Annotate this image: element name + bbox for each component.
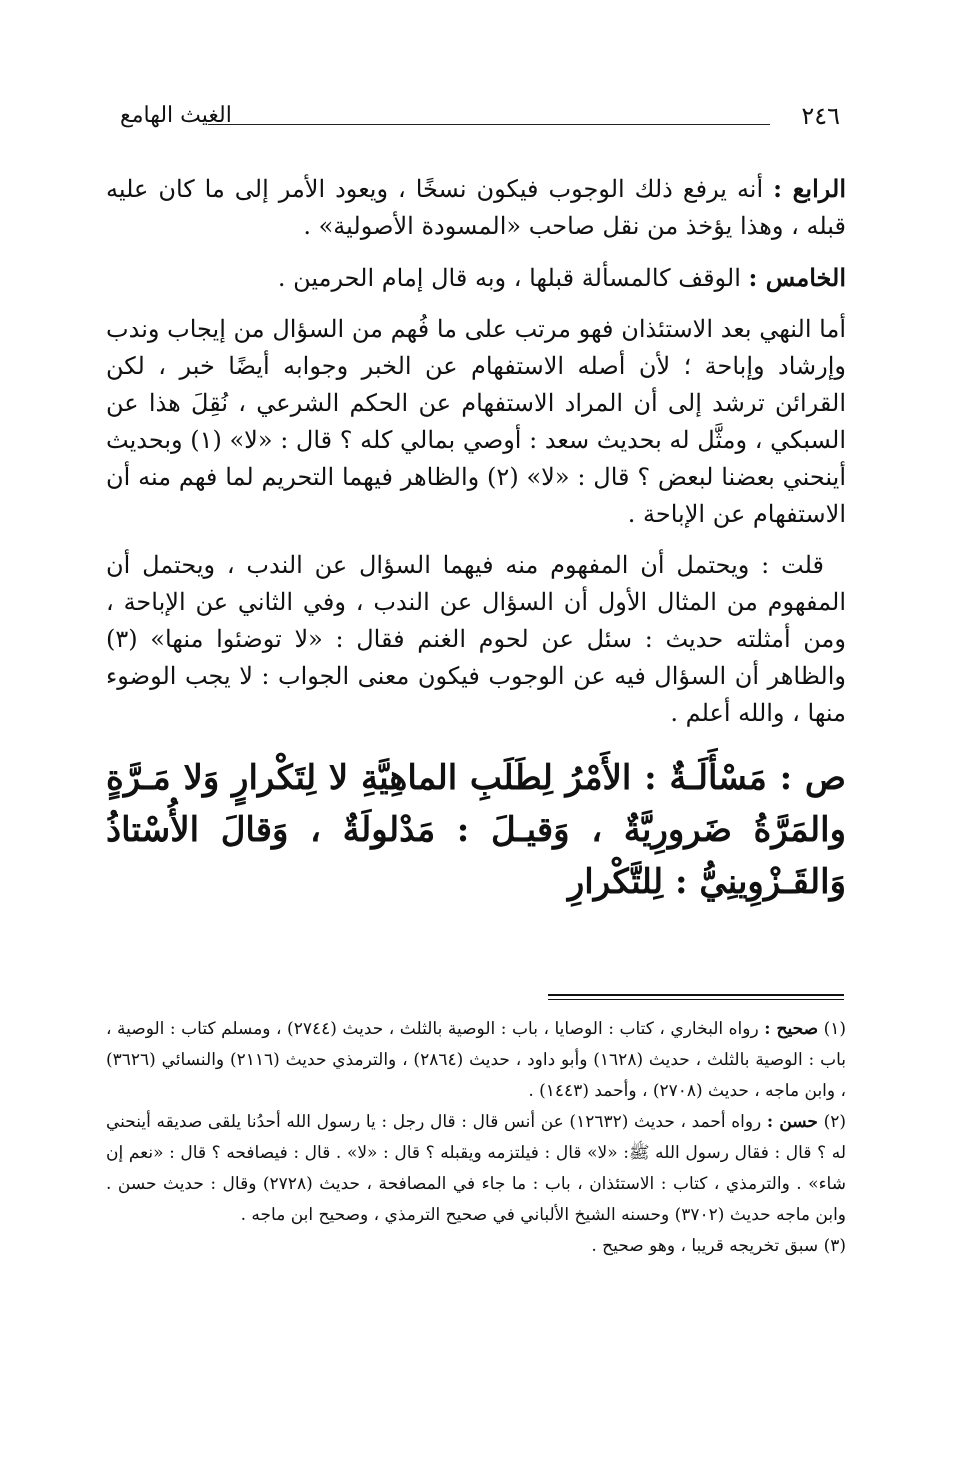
matn-heading: ص : مَسْأَلَـةٌ : الأَمْرُ لِطَلَبِ الماهِيَّةِ لا لِتَكْرارٍ وَلا مَـرَّةٍ والمَرَّةُ ضَرورِيَّةٌ ، وَقيـلَ : مَدْلولَةٌ ، وَقالَ الأُسْتاذُ وَالقَـزْوِينِيُّ : لِلتَّكْرارِ — [106, 758, 846, 902]
footnote-text: سبق تخريجه قريبا ، وهو صحيح . — [591, 1236, 824, 1256]
paragraph-lead: الرابع : — [773, 174, 847, 203]
main-text — [106, 170, 846, 908]
page-header — [120, 100, 840, 140]
paragraph-text: أنه يرفع ذلك الوجوب فيكون نسخًا ، ويعود الأمر إلى ما كان عليه قبله ، وهذا يؤخذ من نقل صاحب «المسودة الأصولية» . — [106, 175, 846, 240]
page-number: ٢٤٦ — [801, 102, 840, 130]
running-title: الغيث الهامع — [120, 103, 232, 128]
paragraph-lead: الخامس : — [748, 263, 846, 292]
footnote-grade: صحيح : — [764, 1019, 819, 1039]
paragraph-qult: قلت : ويحتمل أن المفهوم منه فيهما السؤال عن الندب ، ويحتمل أن المفهوم من المثال الأول أن السؤال عن الندب ، وفي الثاني عن الإباحة ، ومن أمثلته حديث : سئل عن لحوم الغنم فقال : «لا توضئوا منها» (٣) والظاهر أن السؤال فيه عن الوجوب فيكون معنى الجواب : لا يجب الوضوء منها ، والله أعلم . — [106, 551, 846, 727]
footnote-number: (٢) — [823, 1112, 846, 1132]
footnote-number: (٣) — [823, 1236, 846, 1256]
paragraph-fourth — [106, 170, 846, 245]
paragraph-text: الوقف كالمسألة قبلها ، وبه قال إمام الحرمين . — [277, 264, 749, 292]
footnote-separator — [548, 994, 844, 1000]
footnote-3 — [106, 1231, 846, 1262]
footnote-text: رواه أحمد ، حديث (١٢٦٣٢) عن أنس قال : قال رجل : يا رسول الله أحدُنا يلقى صديقه أينحني له ؟ قال : فقال رسول الله ﷺ: «لا» قال : فيلتزمه ويقبله ؟ قال : «لا» . قال : فيصافحه ؟ قال : «نعم إن شاء» . والترمذي ، كتاب : الاستئذان ، باب : ما جاء في المصافحة ، حديث (٢٧٢٨) وقال : حديث حسن . وابن ماجه حديث (٣٧٠٢) وحسنه الشيخ الألباني في صحيح الترمذي ، وصحيح ابن ماجه . — [106, 1112, 846, 1225]
footnote-1 — [106, 1014, 846, 1107]
paragraph-prohibition: أما النهي بعد الاستئذان فهو مرتب على ما فُهم من السؤال من إيجاب وندب وإرشاد وإباحة ؛ لأن أصله الاستفهام عن الخبر وجوابه أيضًا خبر ، لكن القرائن ترشد إلى أن المراد الاستفهام عن الحكم الشرعي ، نُقِلَ هذا عن السبكي ، ومثَّل له بحديث سعد : أوصي بمالي كله ؟ قال : «لا» (١) وبحديث أينحني بعضنا لبعض ؟ قال : «لا» (٢) والظاهر فيهما التحريم لما فهم منه أن الاستفهام عن الإباحة . — [106, 315, 847, 528]
paragraph-fifth — [106, 259, 846, 297]
footnote-2 — [106, 1107, 846, 1231]
header-rule — [208, 124, 770, 125]
footnotes — [106, 1014, 846, 1262]
footnote-grade: حسن : — [766, 1112, 818, 1132]
footnote-text: رواه البخاري ، كتاب : الوصايا ، باب : الوصية بالثلث ، حديث (٢٧٤٤) ، ومسلم كتاب : الوصية ، باب : الوصية بالثلث ، حديث (١٦٢٨) وأبو داود ، حديث (٢٨٦٤) ، والترمذي حديث (٢١١٦) والنسائي (٣٦٢٦) ، وابن ماجه ، حديث (٢٧٠٨) ، وأحمد (١٤٤٣) . — [106, 1019, 847, 1101]
footnote-number: (١) — [823, 1019, 847, 1039]
